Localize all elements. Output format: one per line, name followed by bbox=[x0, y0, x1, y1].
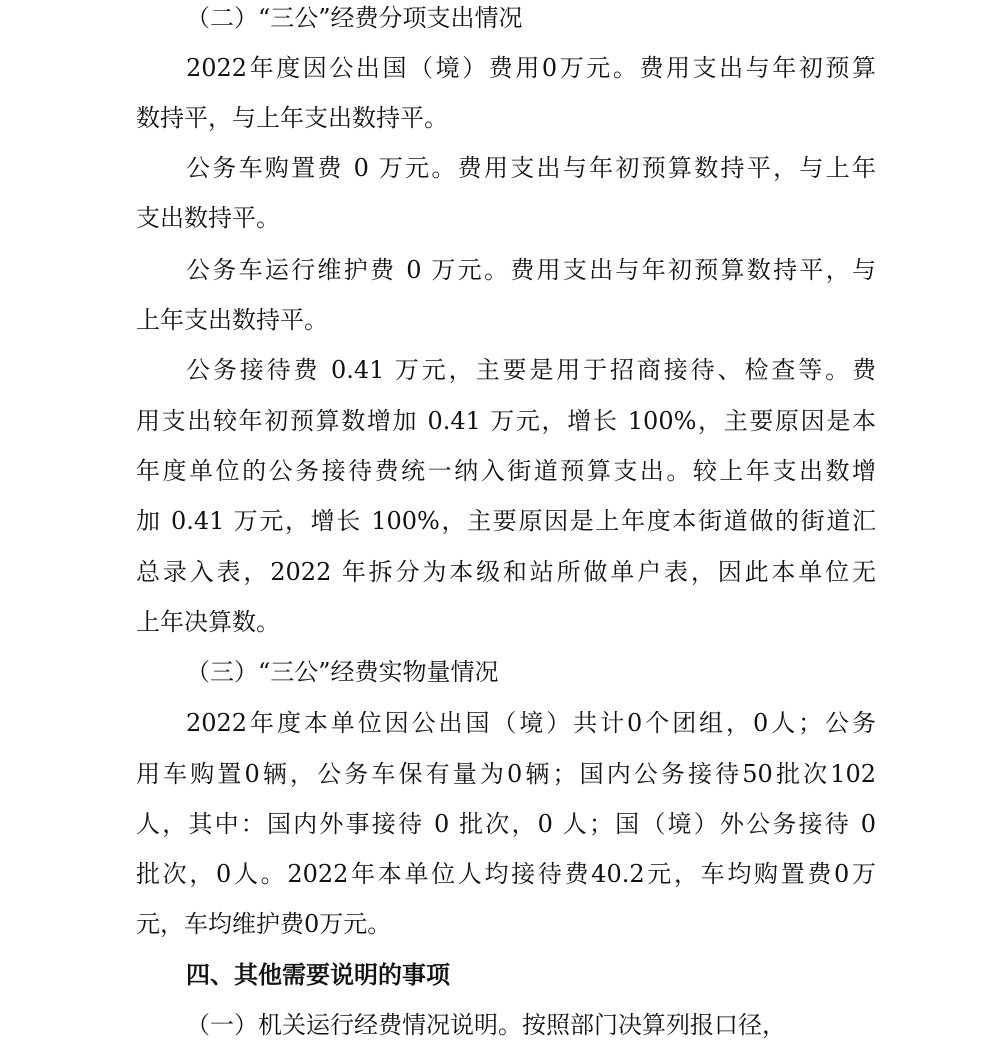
paragraph-line: 加 0.41 万元，增长 100%，主要原因是上年度本街道做的街道汇 bbox=[136, 507, 876, 535]
paragraph-line: 上年决算数。 bbox=[136, 608, 280, 636]
paragraph-line: 公务车购置费 0 万元。费用支出与年初预算数持平，与上年 bbox=[186, 154, 876, 182]
paragraph-line: 2022年度因公出国（境）费用0万元。费用支出与年初预算 bbox=[186, 54, 876, 82]
paragraph-line: 总录入表，2022 年拆分为本级和站所做单户表，因此本单位无 bbox=[136, 558, 876, 586]
section-heading-3: （三）“三公”经费实物量情况 bbox=[186, 658, 499, 686]
paragraph-line: 人，其中：国内外事接待 0 批次，0 人；国（境）外公务接待 0 bbox=[136, 810, 876, 838]
paragraph-line: 年度单位的公务接待费统一纳入街道预算支出。较上年支出数增 bbox=[136, 457, 876, 485]
paragraph-line: 用车购置0辆，公务车保有量为0辆；国内公务接待50批次102 bbox=[136, 760, 876, 788]
paragraph-line: 支出数持平。 bbox=[136, 204, 280, 232]
paragraph-line: 批次，0人。2022年本单位人均接待费40.2元，车均购置费0万 bbox=[136, 860, 876, 888]
paragraph-line: 用支出较年初预算数增加 0.41 万元，增长 100%，主要原因是本 bbox=[136, 407, 876, 435]
paragraph-line: 公务车运行维护费 0 万元。费用支出与年初预算数持平，与 bbox=[186, 256, 876, 284]
section-heading-2: （二）“三公”经费分项支出情况 bbox=[186, 4, 523, 32]
paragraph-line: 上年支出数持平。 bbox=[136, 306, 328, 334]
chapter-heading: 四、其他需要说明的事项 bbox=[186, 961, 450, 989]
paragraph-line: 公务接待费 0.41 万元，主要是用于招商接待、检查等。费 bbox=[186, 356, 876, 384]
paragraph-line: 数持平，与上年支出数持平。 bbox=[136, 104, 448, 132]
paragraph-line: 2022年度本单位因公出国（境）共计0个团组，0人；公务 bbox=[186, 709, 876, 737]
section-heading-1: （一）机关运行经费情况说明。按照部门决算列报口径， bbox=[186, 1011, 786, 1039]
paragraph-line: 元，车均维护费0万元。 bbox=[136, 910, 392, 938]
